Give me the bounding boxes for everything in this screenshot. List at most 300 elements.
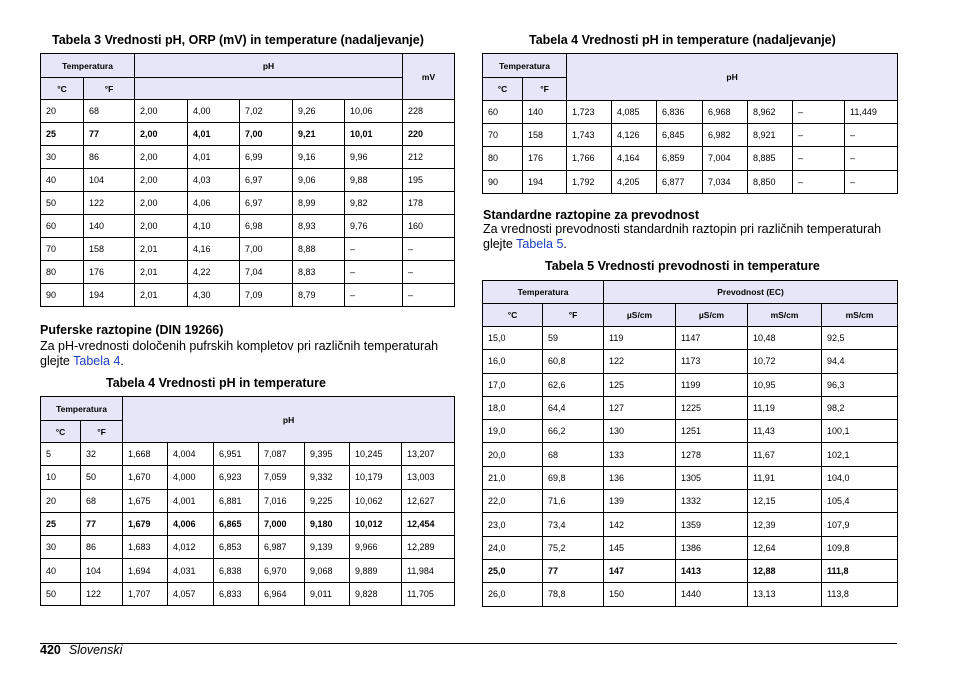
table-cell: 2,01 — [135, 284, 188, 307]
table4-ph-temperature — [40, 396, 455, 606]
table-cell: 20 — [41, 100, 84, 123]
table-cell: 25 — [41, 123, 84, 146]
table-cell: 102,1 — [822, 443, 898, 466]
table-cell: 178 — [403, 192, 455, 215]
table-cell: 6,845 — [657, 124, 703, 147]
table-cell: 8,93 — [293, 215, 345, 238]
table-cell: 4,006 — [168, 512, 214, 535]
table-cell: 4,004 — [168, 443, 214, 466]
col-celsius: °C — [483, 78, 523, 101]
table-cell: 25,0 — [483, 559, 543, 582]
table-cell: 17,0 — [483, 373, 543, 396]
table-cell: 90 — [483, 170, 523, 193]
table-cell: 12,39 — [748, 513, 822, 536]
col-fahrenheit: °F — [84, 78, 135, 100]
table-cell: 4,01 — [188, 146, 240, 169]
conductivity-text-end: . — [563, 237, 567, 251]
table-row — [41, 123, 455, 146]
table-cell: 24,0 — [483, 536, 543, 559]
table-cell: 11,91 — [748, 466, 822, 489]
table-cell: 6,98 — [240, 215, 293, 238]
table-cell: 1147 — [676, 327, 748, 350]
table-cell: 8,850 — [748, 170, 793, 193]
table-cell: 11,705 — [402, 582, 455, 605]
conductivity-section-paragraph — [483, 222, 897, 252]
table-cell: 100,1 — [822, 420, 898, 443]
table-cell: 40 — [41, 169, 84, 192]
table-cell: 2,00 — [135, 100, 188, 123]
table-cell: 8,962 — [748, 101, 793, 124]
table-cell: 10,01 — [345, 123, 403, 146]
table-cell: 9,966 — [350, 536, 402, 559]
table-cell: 30 — [41, 536, 81, 559]
table-cell: 9,068 — [305, 559, 350, 582]
table-cell: 10,062 — [350, 489, 402, 512]
table-cell: 15,0 — [483, 327, 543, 350]
table-cell: 130 — [604, 420, 676, 443]
table-row — [41, 192, 455, 215]
table-cell: 50 — [41, 582, 81, 605]
col-celsius: °C — [483, 304, 543, 327]
footer-language: Slovenski — [68, 643, 123, 657]
table-cell: 176 — [84, 261, 135, 284]
table-cell: 104 — [84, 169, 135, 192]
col-celsius: °C — [41, 421, 81, 443]
table-cell: – — [403, 238, 455, 261]
table-cell: 1,668 — [123, 443, 168, 466]
table-cell: 104 — [81, 559, 123, 582]
table-cell: 9,225 — [305, 489, 350, 512]
table-cell: 50 — [41, 192, 84, 215]
table-cell: 2,00 — [135, 215, 188, 238]
table-cell: 4,000 — [168, 466, 214, 489]
col-fahrenheit: °F — [523, 78, 567, 101]
table-cell: 9,139 — [305, 536, 350, 559]
conductivity-text: Za vrednosti prevodnosti standardnih raztopin pri različnih temperaturah glejte — [483, 222, 882, 251]
table-cell: 6,951 — [214, 443, 259, 466]
table-row — [483, 373, 898, 396]
table4-ph-temperature-continued — [482, 53, 898, 194]
table-cell: 1,683 — [123, 536, 168, 559]
table-cell: 2,00 — [135, 146, 188, 169]
table-row — [483, 536, 898, 559]
table-cell: 9,889 — [350, 559, 402, 582]
table-row — [483, 170, 898, 193]
table-cell: 50 — [81, 466, 123, 489]
table-cell: 86 — [81, 536, 123, 559]
table-cell: 96,3 — [822, 373, 898, 396]
table-cell: 7,087 — [259, 443, 305, 466]
table-cell: 158 — [84, 238, 135, 261]
table-cell: 6,97 — [240, 192, 293, 215]
table-cell: 4,00 — [188, 100, 240, 123]
table-cell: 176 — [523, 147, 567, 170]
col-unit-2: µS/cm — [676, 304, 748, 327]
col-mv: mV — [403, 54, 455, 100]
table-cell: 12,15 — [748, 490, 822, 513]
table-cell: 71,6 — [543, 490, 604, 513]
table-cell: 139 — [604, 490, 676, 513]
conductivity-section-heading: Standardne raztopine za prevodnost — [483, 208, 700, 222]
table5-conductivity-temperature — [482, 280, 898, 607]
table-cell: 86 — [84, 146, 135, 169]
col-celsius: °C — [41, 78, 84, 100]
table-cell: 6,987 — [259, 536, 305, 559]
table-cell: 109,8 — [822, 536, 898, 559]
table-cell: 12,289 — [402, 536, 455, 559]
table-cell: 6,968 — [703, 101, 748, 124]
table-cell: – — [793, 124, 845, 147]
table-row — [41, 489, 455, 512]
table-cell: 212 — [403, 146, 455, 169]
page-number: 420 — [40, 643, 61, 657]
table-cell: 1,670 — [123, 466, 168, 489]
table-row — [41, 536, 455, 559]
buffer-text: Za pH-vrednosti določenih pufrskih kompletov pri različnih temperaturah glejte — [40, 339, 439, 368]
table-cell: 6,853 — [214, 536, 259, 559]
table-cell: 2,01 — [135, 261, 188, 284]
table-cell: 20 — [41, 489, 81, 512]
table-row — [41, 466, 455, 489]
table-cell: 4,012 — [168, 536, 214, 559]
table-cell: 40 — [41, 559, 81, 582]
table-row — [41, 512, 455, 535]
table-cell: 7,016 — [259, 489, 305, 512]
table-cell: 7,00 — [240, 238, 293, 261]
table-cell: 10,72 — [748, 350, 822, 373]
table-cell: – — [793, 170, 845, 193]
table-cell: 80 — [41, 261, 84, 284]
table-cell: 90 — [41, 284, 84, 307]
table-cell: 22,0 — [483, 490, 543, 513]
table-cell: 150 — [604, 583, 676, 606]
table-cell: 9,96 — [345, 146, 403, 169]
table-cell: 105,4 — [822, 490, 898, 513]
table-cell: – — [403, 261, 455, 284]
table-row — [483, 559, 898, 582]
table-row — [41, 215, 455, 238]
table-cell: 9,828 — [350, 582, 402, 605]
table-cell: 1,723 — [567, 101, 612, 124]
footer-rule — [40, 643, 897, 644]
table-cell: 6,923 — [214, 466, 259, 489]
table-cell: 20,0 — [483, 443, 543, 466]
table-cell: 10,245 — [350, 443, 402, 466]
table-cell: 1,792 — [567, 170, 612, 193]
col-temperature: Temperatura — [41, 397, 123, 421]
table-cell: 77 — [81, 512, 123, 535]
table-cell: 10,06 — [345, 100, 403, 123]
col-temperature: Temperatura — [483, 281, 604, 304]
table-cell: 1,675 — [123, 489, 168, 512]
table-row — [41, 146, 455, 169]
table-cell: 160 — [403, 215, 455, 238]
table-cell: 119 — [604, 327, 676, 350]
table-cell: 1440 — [676, 583, 748, 606]
table-cell: – — [845, 170, 898, 193]
table-cell: 12,454 — [402, 512, 455, 535]
table-cell: 4,30 — [188, 284, 240, 307]
table-row — [41, 261, 455, 284]
table-cell: 10 — [41, 466, 81, 489]
table-cell: 4,031 — [168, 559, 214, 582]
table-cell: 5 — [41, 443, 81, 466]
table-cell: 140 — [523, 101, 567, 124]
table-cell: 70 — [41, 238, 84, 261]
table-cell: 2,00 — [135, 192, 188, 215]
table-cell: 4,164 — [612, 147, 657, 170]
table-cell: 25 — [41, 512, 81, 535]
table-cell: 75,2 — [543, 536, 604, 559]
table-cell: – — [793, 101, 845, 124]
table-cell: 9,011 — [305, 582, 350, 605]
table-cell: 8,83 — [293, 261, 345, 284]
table-cell: – — [345, 238, 403, 261]
table-cell: 9,88 — [345, 169, 403, 192]
table-cell: 11,43 — [748, 420, 822, 443]
table-cell: 8,88 — [293, 238, 345, 261]
table-cell: 23,0 — [483, 513, 543, 536]
col-fahrenheit: °F — [543, 304, 604, 327]
table4-continued-caption: Tabela 4 Vrednosti pH in temperature (nadaljevanje) — [529, 33, 836, 47]
table-cell: 6,970 — [259, 559, 305, 582]
table-cell: 6,836 — [657, 101, 703, 124]
table-cell: 60 — [41, 215, 84, 238]
table-row — [41, 443, 455, 466]
col-temperature: Temperatura — [41, 54, 135, 78]
table-cell: 1199 — [676, 373, 748, 396]
table-cell: 1332 — [676, 490, 748, 513]
table-cell: 4,06 — [188, 192, 240, 215]
table-row — [483, 583, 898, 606]
table-cell: 1,707 — [123, 582, 168, 605]
table-cell: – — [845, 124, 898, 147]
table-cell: 12,88 — [748, 559, 822, 582]
table-row — [41, 169, 455, 192]
table-cell: 136 — [604, 466, 676, 489]
table-cell: 194 — [84, 284, 135, 307]
table-cell: – — [403, 284, 455, 307]
table-cell: 113,8 — [822, 583, 898, 606]
table-row — [483, 350, 898, 373]
table-cell: 4,10 — [188, 215, 240, 238]
table-cell: 26,0 — [483, 583, 543, 606]
table-row — [41, 284, 455, 307]
table-cell: 6,964 — [259, 582, 305, 605]
table-cell: 1225 — [676, 396, 748, 419]
table-cell: 60 — [483, 101, 523, 124]
table-cell: 1386 — [676, 536, 748, 559]
table-cell: 70 — [483, 124, 523, 147]
table-cell: 7,09 — [240, 284, 293, 307]
table-cell: 195 — [403, 169, 455, 192]
table-cell: 147 — [604, 559, 676, 582]
table-cell: 10,95 — [748, 373, 822, 396]
table-row — [41, 100, 455, 123]
table-cell: 122 — [84, 192, 135, 215]
table-cell: 8,921 — [748, 124, 793, 147]
table-cell: 6,865 — [214, 512, 259, 535]
table-cell: 9,16 — [293, 146, 345, 169]
table-cell: 6,859 — [657, 147, 703, 170]
table-cell: 68 — [543, 443, 604, 466]
table-cell: 68 — [84, 100, 135, 123]
table-cell: 80 — [483, 147, 523, 170]
table-cell: 1305 — [676, 466, 748, 489]
col-fahrenheit: °F — [81, 421, 123, 443]
table4-caption: Tabela 4 Vrednosti pH in temperature — [106, 376, 326, 390]
buffer-section-heading: Puferske raztopine (DIN 19266) — [40, 323, 224, 337]
table3-ph-orp-temperature — [40, 53, 455, 307]
table-cell: 16,0 — [483, 350, 543, 373]
table-cell: 140 — [84, 215, 135, 238]
table-cell: 8,79 — [293, 284, 345, 307]
table-cell: 69,8 — [543, 466, 604, 489]
table-cell: 1,743 — [567, 124, 612, 147]
table-cell: 107,9 — [822, 513, 898, 536]
col-temperature: Temperatura — [483, 54, 567, 78]
table-cell: 4,01 — [188, 123, 240, 146]
table-cell: 142 — [604, 513, 676, 536]
table-cell: 7,02 — [240, 100, 293, 123]
table-cell: 194 — [523, 170, 567, 193]
table-cell: 2,00 — [135, 123, 188, 146]
table-cell: 9,82 — [345, 192, 403, 215]
col-ph: pH — [123, 397, 455, 443]
table-row — [483, 466, 898, 489]
table-cell: 98,2 — [822, 396, 898, 419]
table-cell: 111,8 — [822, 559, 898, 582]
table-cell: 10,179 — [350, 466, 402, 489]
table-cell: 10,48 — [748, 327, 822, 350]
col-unit-1: µS/cm — [604, 304, 676, 327]
table-cell: 9,395 — [305, 443, 350, 466]
table-cell: 94,4 — [822, 350, 898, 373]
col-conductivity: Prevodnost (EC) — [604, 281, 898, 304]
page-footer — [40, 643, 122, 657]
table-row — [483, 124, 898, 147]
table-cell: 32 — [81, 443, 123, 466]
table-cell: 11,19 — [748, 396, 822, 419]
table-cell: 4,001 — [168, 489, 214, 512]
table-row — [483, 101, 898, 124]
table-cell: 7,004 — [703, 147, 748, 170]
table-cell: 4,22 — [188, 261, 240, 284]
table-cell: 92,5 — [822, 327, 898, 350]
table-cell: 13,207 — [402, 443, 455, 466]
table-cell: 73,4 — [543, 513, 604, 536]
table-cell: 9,21 — [293, 123, 345, 146]
table-cell: 4,03 — [188, 169, 240, 192]
table-cell: 12,627 — [402, 489, 455, 512]
table-cell: 19,0 — [483, 420, 543, 443]
table-cell: 9,06 — [293, 169, 345, 192]
buffer-text-end: . — [120, 354, 124, 368]
table-cell: 2,00 — [135, 169, 188, 192]
table-cell: 9,76 — [345, 215, 403, 238]
table-row — [483, 420, 898, 443]
table-cell: 66,2 — [543, 420, 604, 443]
col-ph: pH — [135, 54, 403, 78]
table-cell: 11,67 — [748, 443, 822, 466]
table-cell: 145 — [604, 536, 676, 559]
table5-caption: Tabela 5 Vrednosti prevodnosti in temperature — [545, 259, 820, 273]
table-row — [483, 490, 898, 513]
table-cell: – — [345, 284, 403, 307]
table-cell: 6,99 — [240, 146, 293, 169]
table-cell: 8,885 — [748, 147, 793, 170]
table-cell: – — [345, 261, 403, 284]
table-cell: 7,034 — [703, 170, 748, 193]
table-cell: 10,012 — [350, 512, 402, 535]
table-cell: 62,6 — [543, 373, 604, 396]
table-cell: 6,833 — [214, 582, 259, 605]
table-cell: 64,4 — [543, 396, 604, 419]
table-row — [41, 582, 455, 605]
link-tabela-4[interactable]: Tabela 4 — [73, 354, 121, 368]
table-cell: 6,877 — [657, 170, 703, 193]
table-cell: 158 — [523, 124, 567, 147]
table-cell: 1278 — [676, 443, 748, 466]
table-cell: 4,057 — [168, 582, 214, 605]
table-row — [483, 396, 898, 419]
col-unit-4: mS/cm — [822, 304, 898, 327]
table-cell: 7,00 — [240, 123, 293, 146]
table-cell: 125 — [604, 373, 676, 396]
table-cell: 7,059 — [259, 466, 305, 489]
table-row — [483, 147, 898, 170]
table-cell: 11,984 — [402, 559, 455, 582]
table-row — [41, 559, 455, 582]
table-row — [41, 238, 455, 261]
table-cell: 1173 — [676, 350, 748, 373]
table-cell: 7,04 — [240, 261, 293, 284]
table-cell: 127 — [604, 396, 676, 419]
table-cell: 133 — [604, 443, 676, 466]
table-cell: 30 — [41, 146, 84, 169]
table-cell: 1251 — [676, 420, 748, 443]
table-cell: 77 — [543, 559, 604, 582]
table-cell: 18,0 — [483, 396, 543, 419]
table3-caption: Tabela 3 Vrednosti pH, ORP (mV) in temperature (nadaljevanje) — [52, 33, 424, 47]
table-cell: 6,982 — [703, 124, 748, 147]
table-cell: 220 — [403, 123, 455, 146]
table-cell: 1413 — [676, 559, 748, 582]
table-cell: 228 — [403, 100, 455, 123]
table-cell: 60,8 — [543, 350, 604, 373]
table-cell: 21,0 — [483, 466, 543, 489]
table-cell: 77 — [84, 123, 135, 146]
table-cell: 1,766 — [567, 147, 612, 170]
table-cell: 1,694 — [123, 559, 168, 582]
table-cell: 4,126 — [612, 124, 657, 147]
table-cell: 13,13 — [748, 583, 822, 606]
table-cell: 122 — [81, 582, 123, 605]
table-cell: 9,26 — [293, 100, 345, 123]
col-ph: pH — [567, 54, 898, 101]
table-cell: 2,01 — [135, 238, 188, 261]
table-cell: 1,679 — [123, 512, 168, 535]
table-cell: 6,881 — [214, 489, 259, 512]
table-cell: 1359 — [676, 513, 748, 536]
link-tabela-5[interactable]: Tabela 5 — [516, 237, 564, 251]
table-cell: 4,16 — [188, 238, 240, 261]
table-cell: – — [845, 147, 898, 170]
table-cell: 104,0 — [822, 466, 898, 489]
table-cell: 11,449 — [845, 101, 898, 124]
table-cell: 13,003 — [402, 466, 455, 489]
table-cell: 78,8 — [543, 583, 604, 606]
